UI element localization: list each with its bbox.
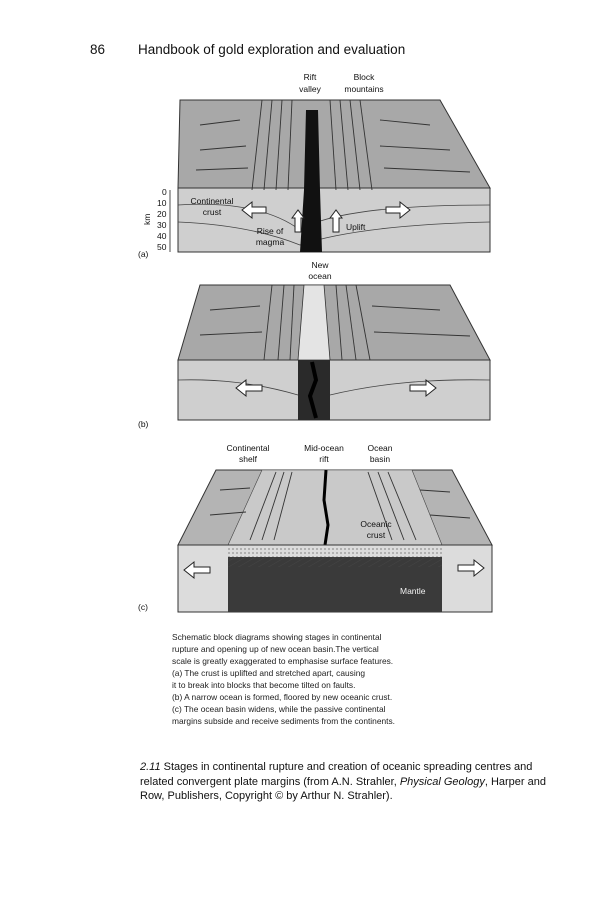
ocean-basin-label: Ocean basin xyxy=(367,443,393,464)
panel-c-label: (c) xyxy=(138,602,148,612)
svg-text:40: 40 xyxy=(157,231,167,241)
note-line: rupture and opening up of new ocean basin.The vertical xyxy=(172,644,379,654)
note-line: (a) The crust is uplifted and stretched apart, causing xyxy=(172,668,366,678)
panel-a-top-surface xyxy=(178,100,490,188)
panel-c-ocean-floor xyxy=(228,470,442,545)
running-title: Handbook of gold exploration and evaluation xyxy=(138,42,406,57)
continental-shelf-label: Continental shelf xyxy=(226,443,270,464)
new-ocean-label: New ocean xyxy=(308,260,332,281)
svg-text:10: 10 xyxy=(157,198,167,208)
depth-scale xyxy=(157,187,170,252)
panel-c xyxy=(138,443,492,612)
caption-italic-title: Physical Geology xyxy=(399,775,485,788)
note-line: Schematic block diagrams showing stages in continental xyxy=(172,632,382,642)
figure-note xyxy=(172,632,395,726)
caption-number: 2.11 xyxy=(140,761,161,773)
panel-b-label: (b) xyxy=(138,419,149,429)
panel-b-front-face xyxy=(178,360,490,420)
oceanic-crust-label: Oceanic crust xyxy=(360,519,392,540)
block-mountains-label: Block mountains xyxy=(344,72,384,94)
mid-ocean-rift-label: Mid-ocean rift xyxy=(304,443,344,464)
panel-b-top-surface xyxy=(178,285,490,360)
panel-b xyxy=(138,260,490,429)
caption-text-2: , Harper and Row, Publishers, Copyright © by Arthur N. Strahler). xyxy=(140,775,546,802)
svg-text:20: 20 xyxy=(157,209,167,219)
caption-text-1: Stages in continental rupture and creation of oceanic spreading centres and related convergent plate margins (from A.N. Strahler, xyxy=(140,761,533,788)
svg-text:30: 30 xyxy=(157,220,167,230)
note-line: it to break into blocks that become tilted on faults. xyxy=(172,680,356,690)
page-number: 86 xyxy=(90,42,106,57)
rise-of-magma-label: Rise of magma xyxy=(255,226,285,247)
note-line: (b) A narrow ocean is formed, floored by new oceanic crust. xyxy=(172,692,393,702)
rift-valley-label: Rift valley xyxy=(299,72,321,94)
uplift-label: Uplift xyxy=(346,222,366,232)
panel-a xyxy=(138,72,490,259)
svg-text:50: 50 xyxy=(157,242,167,252)
panel-a-label: (a) xyxy=(138,249,149,259)
continental-crust-label: Continental crust xyxy=(190,196,234,217)
note-line: margins subside and receive sediments from the continents. xyxy=(172,716,395,726)
mantle-label: Mantle xyxy=(400,586,426,596)
ocean-strip xyxy=(298,285,330,360)
figure-caption xyxy=(140,760,550,804)
sediment-layer xyxy=(228,545,442,557)
note-line: (c) The ocean basin widens, while the passive continental xyxy=(172,704,386,714)
depth-unit-label: km xyxy=(142,213,152,225)
svg-text:0: 0 xyxy=(162,187,167,197)
note-line: scale is greatly exaggerated to emphasise surface features. xyxy=(172,656,394,666)
